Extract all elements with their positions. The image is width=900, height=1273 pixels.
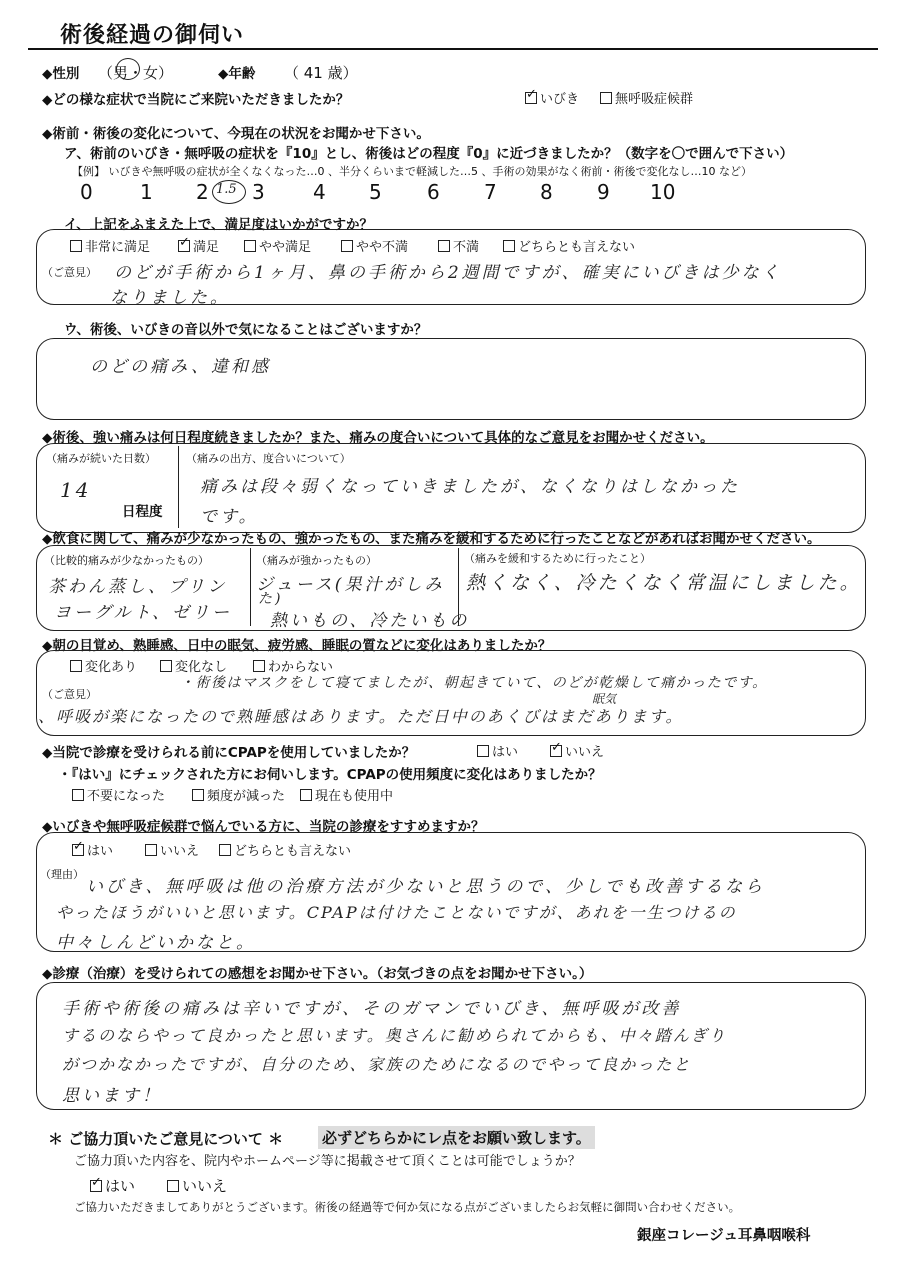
symptom-snoring[interactable]: ✓ いびき [525, 88, 579, 107]
reason-line2: やったほうがいいと思います。CPAPは付けたことないですが、あれを一生つけるの [56, 903, 737, 922]
scale-6[interactable]: 6 [427, 180, 440, 204]
coop-heading: ＊ ご協力頂いたご意見について ＊ [48, 1130, 284, 1148]
satisfaction-comment-line1: のどが手術から1ヶ月、鼻の手術から2週間ですが、確実にいびきは少なく [114, 263, 782, 283]
sex-label: ◆性別 [42, 66, 80, 82]
checkbox-icon[interactable] [160, 660, 172, 672]
scale-2[interactable]: 2 [196, 180, 209, 204]
cpap-yes[interactable]: はい [477, 741, 518, 760]
q-symptom: ◆どの様な症状で当院にご来院いただきましたか？ [42, 92, 350, 108]
q-recommend: ◆いびきや無呼吸症候群で悩んでいる方に、当院の診療をすすめますか？ [42, 819, 485, 835]
checkbox-icon[interactable] [192, 789, 204, 801]
scale-4[interactable]: 4 [313, 180, 326, 204]
cpap-no[interactable]: ✓ いいえ [550, 741, 604, 760]
checkbox-icon[interactable] [219, 844, 231, 856]
scale-1[interactable]: 1 [140, 180, 153, 204]
pain-days-value: 14 [60, 478, 92, 502]
reason-line3: 中々しんどいかなと。 [56, 933, 256, 953]
morning-opt-2[interactable]: 変化なし [160, 656, 227, 675]
scale-10[interactable]: 10 [650, 180, 676, 204]
checkbox-icon[interactable] [167, 1180, 179, 1192]
satisfy-opt-5[interactable]: 不満 [438, 236, 479, 255]
morning-note: 眠気 [592, 692, 617, 706]
cpap-sub-opt-3[interactable]: 現在も使用中 [300, 785, 393, 804]
checkbox-checked-icon[interactable] [178, 240, 190, 252]
checkbox-icon[interactable] [244, 240, 256, 252]
food-low-line2: ヨーグルト、ゼリー [54, 603, 232, 623]
q-impression: ◆診療（治療）を受けられての感想をお聞かせ下さい。（お気づきの点をお聞かせ下さい。） [42, 966, 593, 982]
checkbox-icon[interactable] [600, 92, 612, 104]
impression-line1: 手術や術後の痛みは辛いですが、そのガマンでいびき、無呼吸が改善 [62, 999, 682, 1019]
checkbox-icon[interactable] [253, 660, 265, 672]
cpap-sub-opt-1[interactable]: 不要になった [72, 785, 165, 804]
pain-desc-label: （痛みの出方、度合いについて） [186, 452, 351, 465]
food-high-label: （痛みが強かったもの） [256, 554, 377, 567]
q-cpap: ◆当院で診療を受けられる前にCPAPを使用していましたか？ [42, 745, 416, 761]
scale-example: 【例】 いびきや無呼吸の症状が全くなくなった…0 、半分くらいまで軽減した…5 、手術の効果がなく術前・術後で変化なし…10 など） [72, 165, 752, 178]
thanks-message: ご協力いただきましてありがとうございます。術後の経過等で何か気になる点がございましたらお気軽に御問い合わせください。 [74, 1200, 741, 1214]
food-low-label: （比較的痛みが少なかったもの） [44, 554, 209, 567]
sex-selected-circle [116, 58, 140, 80]
checkbox-icon[interactable] [72, 789, 84, 801]
q-change-a: ア、術前のいびき・無呼吸の症状を『10』とし、術後はどの程度『0』に近づきましたか？（数字を〇で囲んで下さい） [64, 146, 794, 162]
reason-line1: いびき、無呼吸は他の治療方法が少ないと思うので、少しでも改善するなら [86, 877, 765, 897]
food-high-line1: ジュース(果汁がしみ [256, 575, 445, 595]
clinic-name: 銀座コレージュ耳鼻咽喉科 [637, 1228, 811, 1244]
checkbox-icon[interactable] [438, 240, 450, 252]
pain-days-unit: 日程度 [122, 504, 163, 520]
checkbox-checked-icon[interactable] [550, 745, 562, 757]
checkbox-checked-icon[interactable] [90, 1180, 102, 1192]
coop-yes[interactable]: ✓はい [90, 1175, 135, 1196]
checkbox-icon[interactable] [477, 745, 489, 757]
pain-days-label: （痛みが続いた日数） [46, 452, 156, 465]
satisfy-opt-1[interactable]: 非常に満足 [70, 236, 150, 255]
satisfaction-comment-line2: なりました。 [110, 288, 230, 308]
food-divider-1 [250, 548, 251, 626]
q-change: ◆術前・術後の変化について、今現在の状況をお聞かせ下さい。 [42, 126, 430, 142]
opinion-label: （ご意見） [42, 266, 97, 279]
checkbox-icon[interactable] [300, 789, 312, 801]
impression-line3: がつかなかったですが、自分のため、家族のためになるのでやって良かったと [62, 1055, 692, 1074]
recommend-neutral[interactable]: どちらとも言えない [219, 840, 351, 859]
checkbox-checked-icon[interactable] [525, 92, 537, 104]
other-concerns-comment: のどの痛み、違和感 [90, 357, 272, 377]
satisfy-opt-3[interactable]: やや満足 [244, 236, 311, 255]
coop-question: ご協力頂いた内容を、院内やホームページ等に掲載させて頂くことは可能でしょうか？ [74, 1154, 581, 1169]
checkbox-icon[interactable] [70, 240, 82, 252]
checkbox-icon[interactable] [70, 660, 82, 672]
satisfy-opt-4[interactable]: やや不満 [341, 236, 408, 255]
q-other-concerns: ウ、術後、いびきの音以外で気になることはございますか？ [64, 322, 428, 338]
cpap-sub-opt-2[interactable]: 頻度が減った [192, 785, 285, 804]
other-concerns-box [36, 338, 866, 420]
q-morning: ◆朝の目覚め、熟睡感、日中の眠気、疲労感、睡眠の質などに変化はありましたか？ [42, 638, 552, 654]
coop-must: 必ずどちらかにレ点をお願い致します。 [318, 1126, 595, 1149]
scale-5[interactable]: 5 [369, 180, 382, 204]
impression-line2: するのならやって良かったと思います。奥さんに勧められてからも、中々踏んぎり [62, 1026, 727, 1045]
food-low-line1: 茶わん蒸し、プリン [48, 577, 228, 597]
q-pain: ◆術後、強い痛みは何日程度続きましたか？また、痛みの度合いについて具体的なご意見をお聞かせください。 [42, 430, 714, 446]
scale-0[interactable]: 0 [80, 180, 93, 204]
recommend-yes[interactable]: ✓はい [72, 840, 113, 859]
recommend-no[interactable]: いいえ [145, 840, 199, 859]
coop-no[interactable]: いいえ [167, 1175, 227, 1196]
checkbox-icon[interactable] [341, 240, 353, 252]
food-high-line3: 熱いもの、冷たいもの [270, 611, 470, 631]
morning-opt-1[interactable]: 変化あり [70, 656, 137, 675]
satisfy-opt-2[interactable]: ✓ 満足 [178, 236, 219, 255]
title-underline [28, 48, 878, 50]
scale-9[interactable]: 9 [597, 180, 610, 204]
sex-options[interactable]: （男・女） [98, 64, 174, 82]
reason-label: （理由） [40, 868, 84, 881]
symptom-apnea[interactable]: 無呼吸症候群 [600, 88, 693, 107]
page-title: 術後経過の御伺い [60, 23, 245, 48]
food-relief-label: （痛みを緩和するために行ったこと） [464, 552, 651, 565]
q-food: ◆飲食に関して、痛みが少なかったもの、強かったもの、また痛みを緩和するために行ったことなどがあればお聞かせください。 [42, 531, 821, 547]
q-satisfaction: イ、上記をふまえた上で、満足度はいかがですか？ [64, 217, 374, 233]
food-relief-comment: 熱くなく、冷たくなく常温にしました。 [466, 572, 862, 594]
satisfy-opt-6[interactable]: どちらとも言えない [503, 236, 635, 255]
pain-divider [178, 446, 179, 528]
scale-8[interactable]: 8 [540, 180, 553, 204]
checkbox-icon[interactable] [503, 240, 515, 252]
food-high-line2: た) [258, 591, 284, 607]
age-label: ◆年齢 [218, 66, 256, 82]
checkbox-icon[interactable] [145, 844, 157, 856]
impression-line4: 思います！ [62, 1086, 162, 1106]
scale-7[interactable]: 7 [484, 180, 497, 204]
scale-mark-value: 1.5 [216, 182, 237, 197]
morning-comment-line1: ・術後はマスクをして寝てましたが、朝起きていて、のどが乾燥して痛かったです。 [180, 675, 768, 691]
scale-3[interactable]: 3 [252, 180, 265, 204]
q-cpap-sub: ・『はい』にチェックされた方にお伺いします。CPAPの使用頻度に変化はありましたか？ [58, 767, 602, 783]
pain-comment-line1: 痛みは段々弱くなっていきましたが、なくなりはしなかった [200, 477, 740, 497]
pain-comment-line2: です。 [200, 507, 259, 527]
age-value[interactable]: （ 41 歳） [284, 64, 358, 82]
opinion-label-2: （ご意見） [42, 688, 97, 701]
morning-comment-line2: 、呼吸が楽になったので熟睡感はあります。ただ日中のあくびはまだあります。 [38, 707, 684, 726]
checkbox-checked-icon[interactable] [72, 844, 84, 856]
morning-opt-3[interactable]: わからない [253, 656, 333, 675]
